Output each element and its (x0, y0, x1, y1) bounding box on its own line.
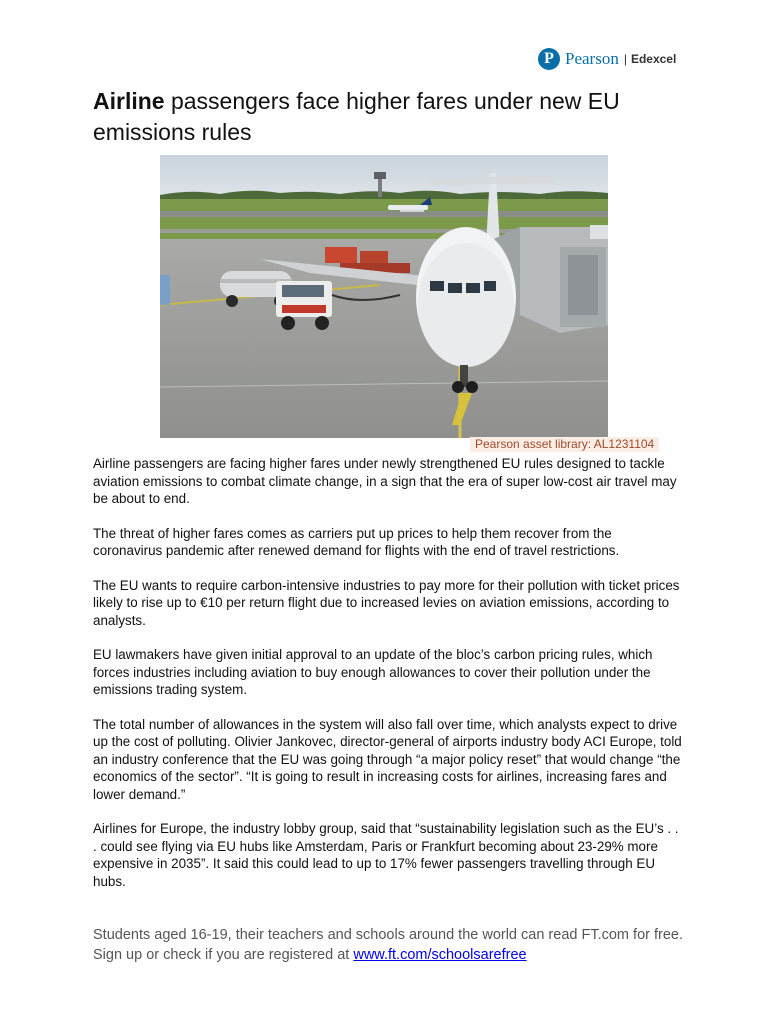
airport-photo (160, 155, 608, 438)
article-paragraph-4: EU lawmakers have given initial approval to an update of the bloc’s carbon pricing rules, which forces industries including aviation to buy enough allowances to cover their pollution under the emissions trading system. (93, 647, 653, 697)
ft-schools-link[interactable]: www.ft.com/schoolsarefree (353, 946, 527, 963)
photo-credit: Pearson asset library: AL1231104 (470, 437, 659, 452)
article-paragraph-1: Airline passengers are facing higher fares under newly strengthened EU rules designed to tackle aviation emissions to combat climate change, in a sign that the era of super low-cost air travel may be about to end. (93, 456, 677, 506)
headline-lead-word: Airline (93, 88, 165, 114)
article-paragraph-2: The threat of higher fares comes as carriers put up prices to help them recover from the coronavirus pandemic after renewed demand for flights with the end of travel restrictions. (93, 525, 620, 558)
airport-photo-illustration (160, 155, 608, 438)
ft-schools-notice (93, 926, 693, 965)
article-body (93, 455, 683, 907)
article-headline (93, 86, 693, 148)
headline-rest: passengers face higher fares under new EU emissions rules (93, 88, 620, 145)
pearson-logo-icon: P (538, 48, 560, 70)
ft-schools-text: Students aged 16-19, their teachers and schools around the world can read FT.com for free. Sign up or check if you are registered at (93, 927, 684, 963)
article-paragraph-3: The EU wants to require carbon-intensive industries to pay more for their pollution with ticket prices likely to rise up to €10 per return flight due to increased levies on aviation emissions, according to analysts. (93, 577, 680, 628)
article-paragraph-6: Airlines for Europe, the industry lobby group, said that “sustainability legislation such as the EU’s . . . could see flying via EU hubs like Amsterdam, Paris or Frankfurt becoming about 23-29% more expensive in 2035”. It said this could lead to up to 17% fewer passengers travelling through EU hubs. (93, 821, 679, 889)
logo-separator: | (623, 52, 627, 66)
pearson-edexcel-logo (538, 47, 676, 71)
logo-sub-brand: Edexcel (630, 52, 677, 66)
article-paragraph-5: The total number of allowances in the system will also fall over time, which analysts expect to drive up the cost of polluting. Olivier Jankovec, director-general of airports industry body ACI Europe, told an industry conference that the EU was going through “a major policy reset” that would change “the economics of the sector”. “It is going to result in increasing costs for airlines, increasing fares and lower demand.” (93, 716, 682, 802)
logo-brand-name: Pearson (565, 49, 619, 68)
